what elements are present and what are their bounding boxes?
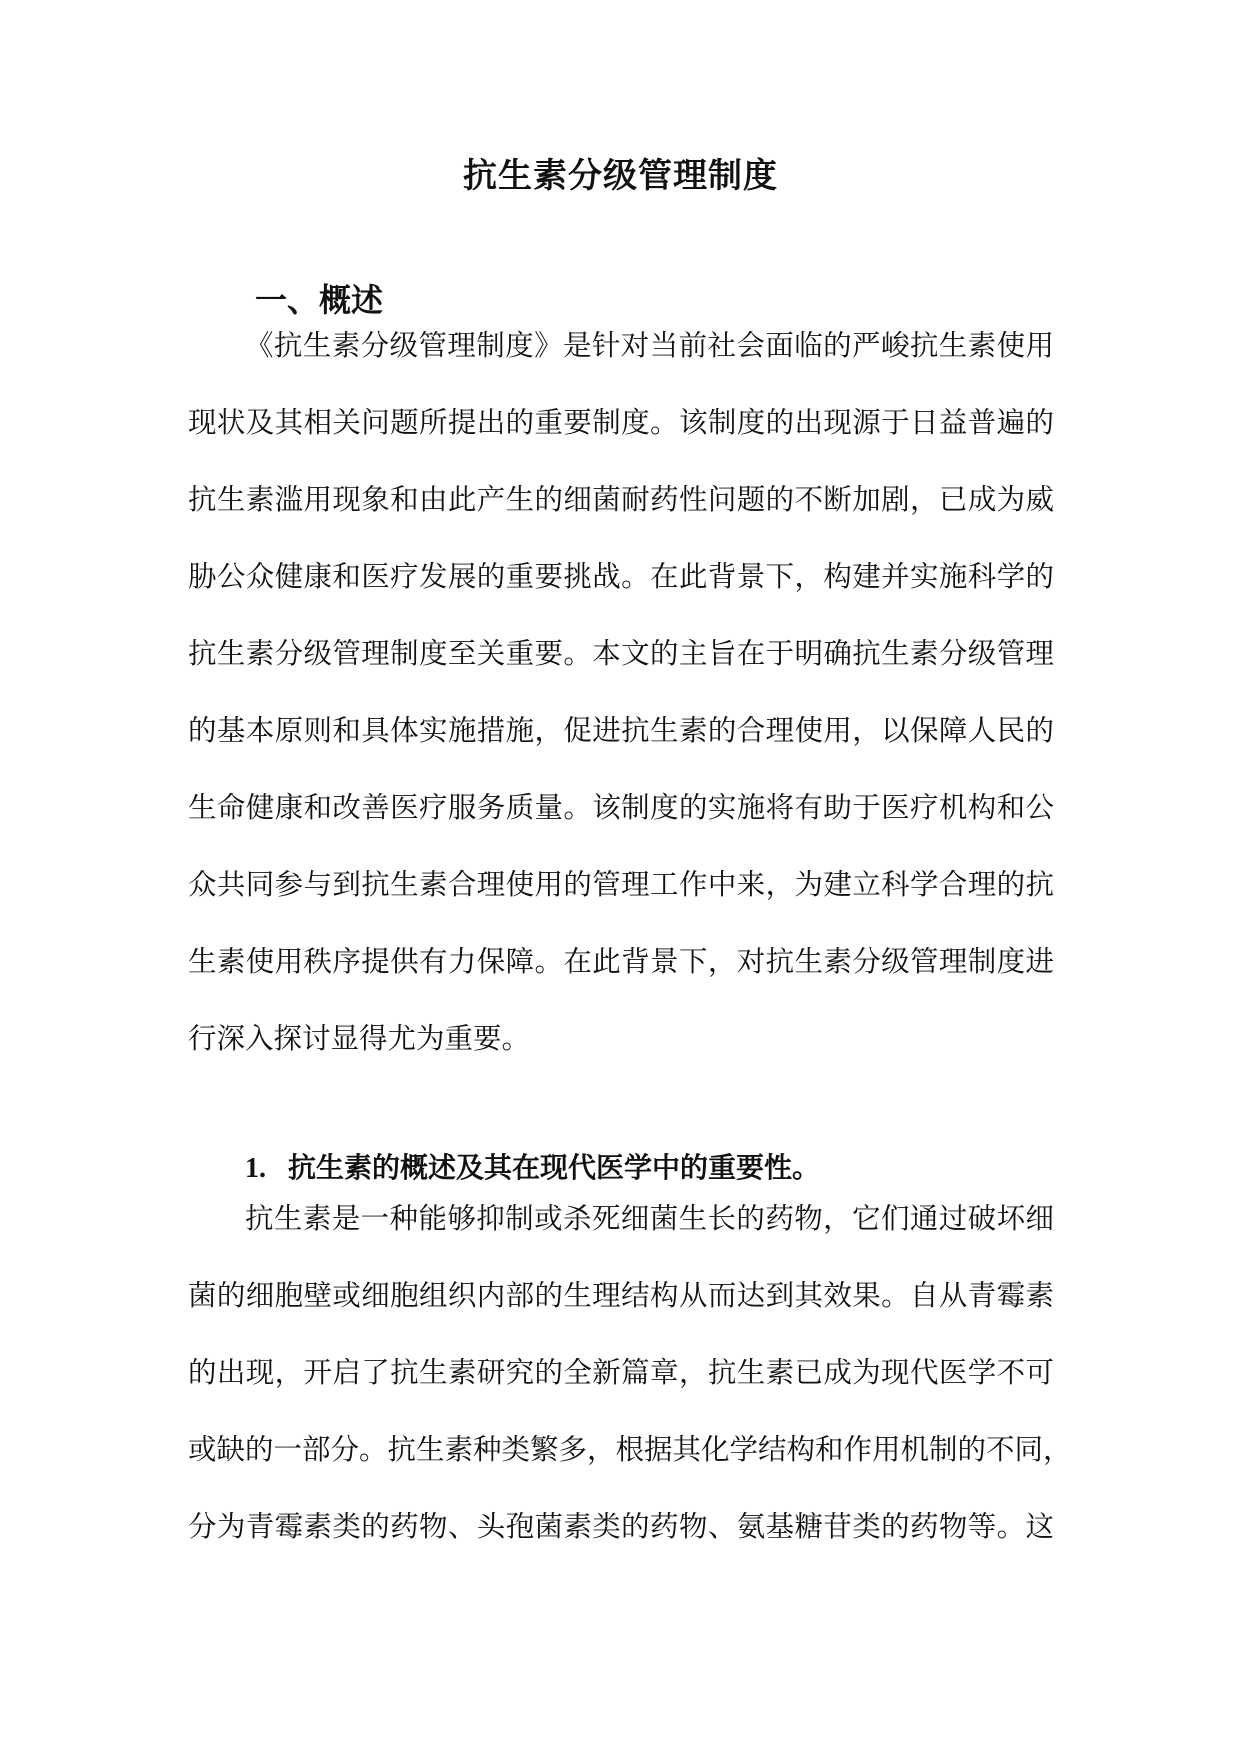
subsection-number: 1. — [245, 1153, 266, 1184]
document-title: 抗生素分级管理制度 — [463, 156, 778, 196]
paragraph-line: 的出现，开启了抗生素研究的全新篇章，抗生素已成为现代医学不可 — [188, 1356, 1054, 1389]
paragraph-line: 现状及其相关问题所提出的重要制度。该制度的出现源于日益普遍的 — [188, 406, 1054, 439]
paragraph-line: 抗生素是一种能够抑制或杀死细菌生长的药物，它们通过破坏细 — [245, 1202, 1054, 1235]
subsection-title: 抗生素的概述及其在现代医学中的重要性。 — [288, 1151, 821, 1184]
paragraph-line: 分为青霉素类的药物、头孢菌素类的药物、氨基糖苷类的药物等。这 — [188, 1510, 1054, 1543]
paragraph-line: 菌的细胞壁或细胞组织内部的生理结构从而达到其效果。自从青霉素 — [188, 1279, 1054, 1312]
paragraph-line: 生素使用秩序提供有力保障。在此背景下，对抗生素分级管理制度进 — [188, 945, 1054, 978]
paragraph-line: 胁公众健康和医疗发展的重要挑战。在此背景下，构建并实施科学的 — [188, 560, 1054, 593]
overview-paragraph — [188, 307, 1054, 1077]
paragraph-line: 行深入探讨显得尤为重要。 — [188, 1022, 531, 1055]
paragraph-line: 生命健康和改善医疗服务质量。该制度的实施将有助于医疗机构和公 — [188, 791, 1054, 824]
paragraph-line: 《抗生素分级管理制度》是针对当前社会面临的严峻抗生素使用 — [245, 329, 1054, 362]
paragraph-line: 的基本原则和具体实施措施，促进抗生素的合理使用，以保障人民的 — [188, 714, 1054, 747]
paragraph-line: 众共同参与到抗生素合理使用的管理工作中来，为建立科学合理的抗 — [188, 868, 1054, 901]
paragraph-line: 或缺的一部分。抗生素种类繁多，根据其化学结构和作用机制的不同， — [188, 1433, 1072, 1466]
section-heading-overview: 一、概述 — [255, 281, 384, 319]
antibiotics-overview-paragraph — [188, 1180, 1072, 1565]
paragraph-line: 抗生素滥用现象和由此产生的细菌耐药性问题的不断加剧，已成为威 — [188, 483, 1054, 516]
paragraph-line: 抗生素分级管理制度至关重要。本文的主旨在于明确抗生素分级管理 — [188, 637, 1054, 670]
